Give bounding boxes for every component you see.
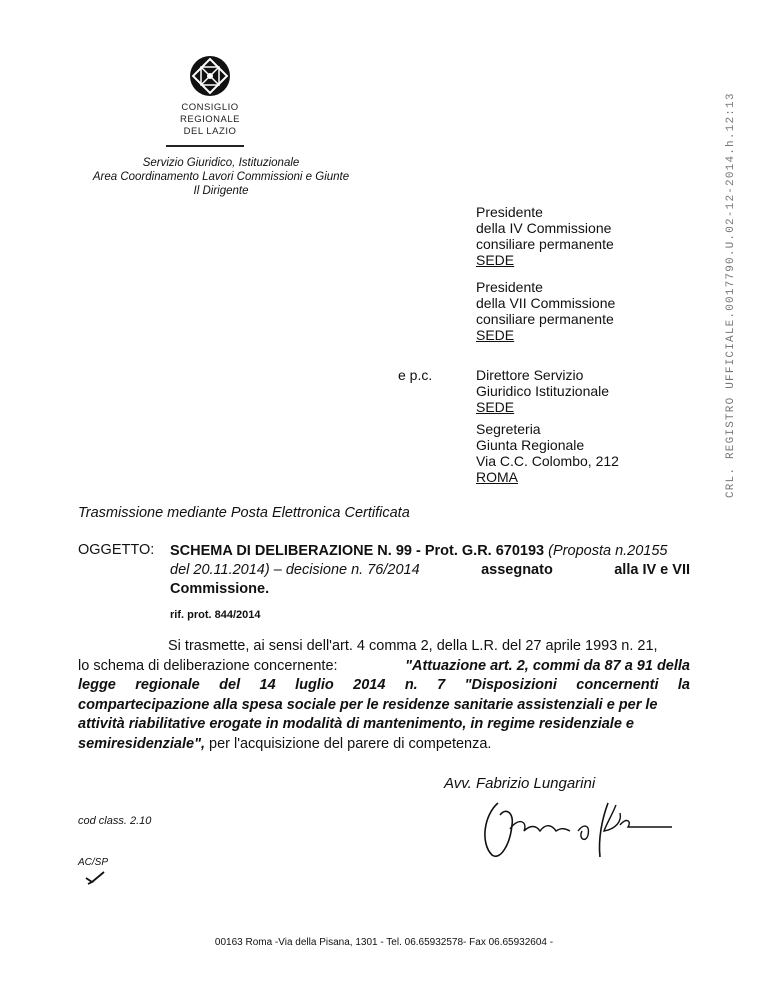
class-code: cod class. 2.10 xyxy=(78,815,152,827)
recipient-place: ROMA xyxy=(476,469,518,485)
subject-italic-2: del 20.11.2014) – decisione n. 76/2014 xyxy=(170,562,420,578)
department-line2: Area Coordinamento Lavori Commissioni e Giunte xyxy=(92,171,350,183)
subject-bold-4: Commissione. xyxy=(170,581,270,597)
reference: rif. prot. 844/2014 xyxy=(170,609,261,621)
body-word: 14 xyxy=(259,677,276,693)
recipient-line: Giuridico Istituzionale xyxy=(476,383,610,399)
footer-address: 00163 Roma -Via della Pisana, 1301 - Tel. 06.65932578- Fax 06.65932604 - xyxy=(214,937,554,948)
handwritten-signature-icon xyxy=(470,795,675,865)
subject-text xyxy=(170,542,690,599)
transmission-note: Trasmissione mediante Posta Elettronica Certificata xyxy=(78,505,410,521)
logo-text-line1: CONSIGLIO xyxy=(181,102,239,113)
department-line3: Il Dirigente xyxy=(193,185,249,197)
recipient-3 xyxy=(476,367,609,415)
recipient-2 xyxy=(476,279,615,343)
body-word: luglio xyxy=(295,677,334,693)
body-word: 7 xyxy=(437,677,446,693)
body-line-2-quote: "Attuazione art. 2, commi da 87 a 91 della xyxy=(405,657,690,674)
initials: AC/SP xyxy=(78,857,109,868)
body-word: "Disposizioni xyxy=(464,677,557,693)
subject-italic-1: (Proposta n.20155 xyxy=(548,543,668,559)
recipient-line: consiliare permanente xyxy=(476,311,614,327)
regional-emblem-icon xyxy=(189,55,231,97)
body-line-3 xyxy=(78,676,690,696)
body-word: del xyxy=(219,677,241,693)
recipient-place: SEDE xyxy=(476,327,515,343)
body-word: regionale xyxy=(135,677,200,693)
recipient-line: Presidente xyxy=(476,204,543,220)
initials-mark-icon xyxy=(84,870,106,886)
recipient-1 xyxy=(476,204,614,268)
recipient-line: della IV Commissione xyxy=(476,220,612,236)
recipient-line: Direttore Servizio xyxy=(476,367,584,383)
body-word: concernenti xyxy=(576,677,659,693)
epc-label: e p.c. xyxy=(398,367,433,383)
body-word: n. xyxy=(404,677,418,693)
body-word: legge xyxy=(78,677,116,693)
recipient-line: Presidente xyxy=(476,279,543,295)
body-line-6-quote: semiresidenziale", xyxy=(78,735,205,752)
body-paragraph xyxy=(78,637,690,754)
recipient-line: Segreteria xyxy=(476,421,541,437)
subject-bold-2: assegnato xyxy=(481,562,553,578)
subject-label: OGGETTO: xyxy=(78,542,155,558)
subject-bold-3: alla IV e VII xyxy=(614,562,690,578)
recipient-4 xyxy=(476,421,619,485)
subject-bold-1: SCHEMA DI DELIBERAZIONE N. 99 - Prot. G.R. 670193 xyxy=(170,543,545,559)
body-word: la xyxy=(677,677,690,693)
logo-text-line2: REGIONALE xyxy=(180,114,240,125)
recipient-line: Giunta Regionale xyxy=(476,437,585,453)
body-line-4: compartecipazione alla spesa sociale per le residenze sanitarie assistenziali e per le xyxy=(78,696,658,713)
side-stamp-text: CRL. REGISTRO UFFICIALE.0017790.U.02-12-2014.h.12:13 xyxy=(725,92,737,498)
recipient-place: SEDE xyxy=(476,252,515,268)
side-protocol-stamp xyxy=(718,20,742,500)
recipient-line: della VII Commissione xyxy=(476,295,616,311)
body-word: 2014 xyxy=(353,677,386,693)
signer-name: Avv. Fabrizio Lungarini xyxy=(444,775,596,792)
body-line-1: Si trasmette, ai sensi dell'art. 4 comma 2, della L.R. del 27 aprile 1993 n. 21, xyxy=(168,638,658,654)
body-line-6-plain: per l'acquisizione del parere di competenza. xyxy=(209,735,492,752)
recipient-line: consiliare permanente xyxy=(476,236,614,252)
department-line1: Servizio Giuridico, Istituzionale xyxy=(142,157,300,169)
logo-divider xyxy=(166,145,244,147)
recipient-place: SEDE xyxy=(476,399,515,415)
recipient-line: Via C.C. Colombo, 212 xyxy=(476,453,619,469)
body-line-5: attività riabilitative erogate in modalità di mantenimento, in regime residenziale e xyxy=(78,716,634,732)
body-line-2-plain: lo schema di deliberazione concernente: xyxy=(78,657,338,674)
logo-text-line3: DEL LAZIO xyxy=(183,126,237,137)
